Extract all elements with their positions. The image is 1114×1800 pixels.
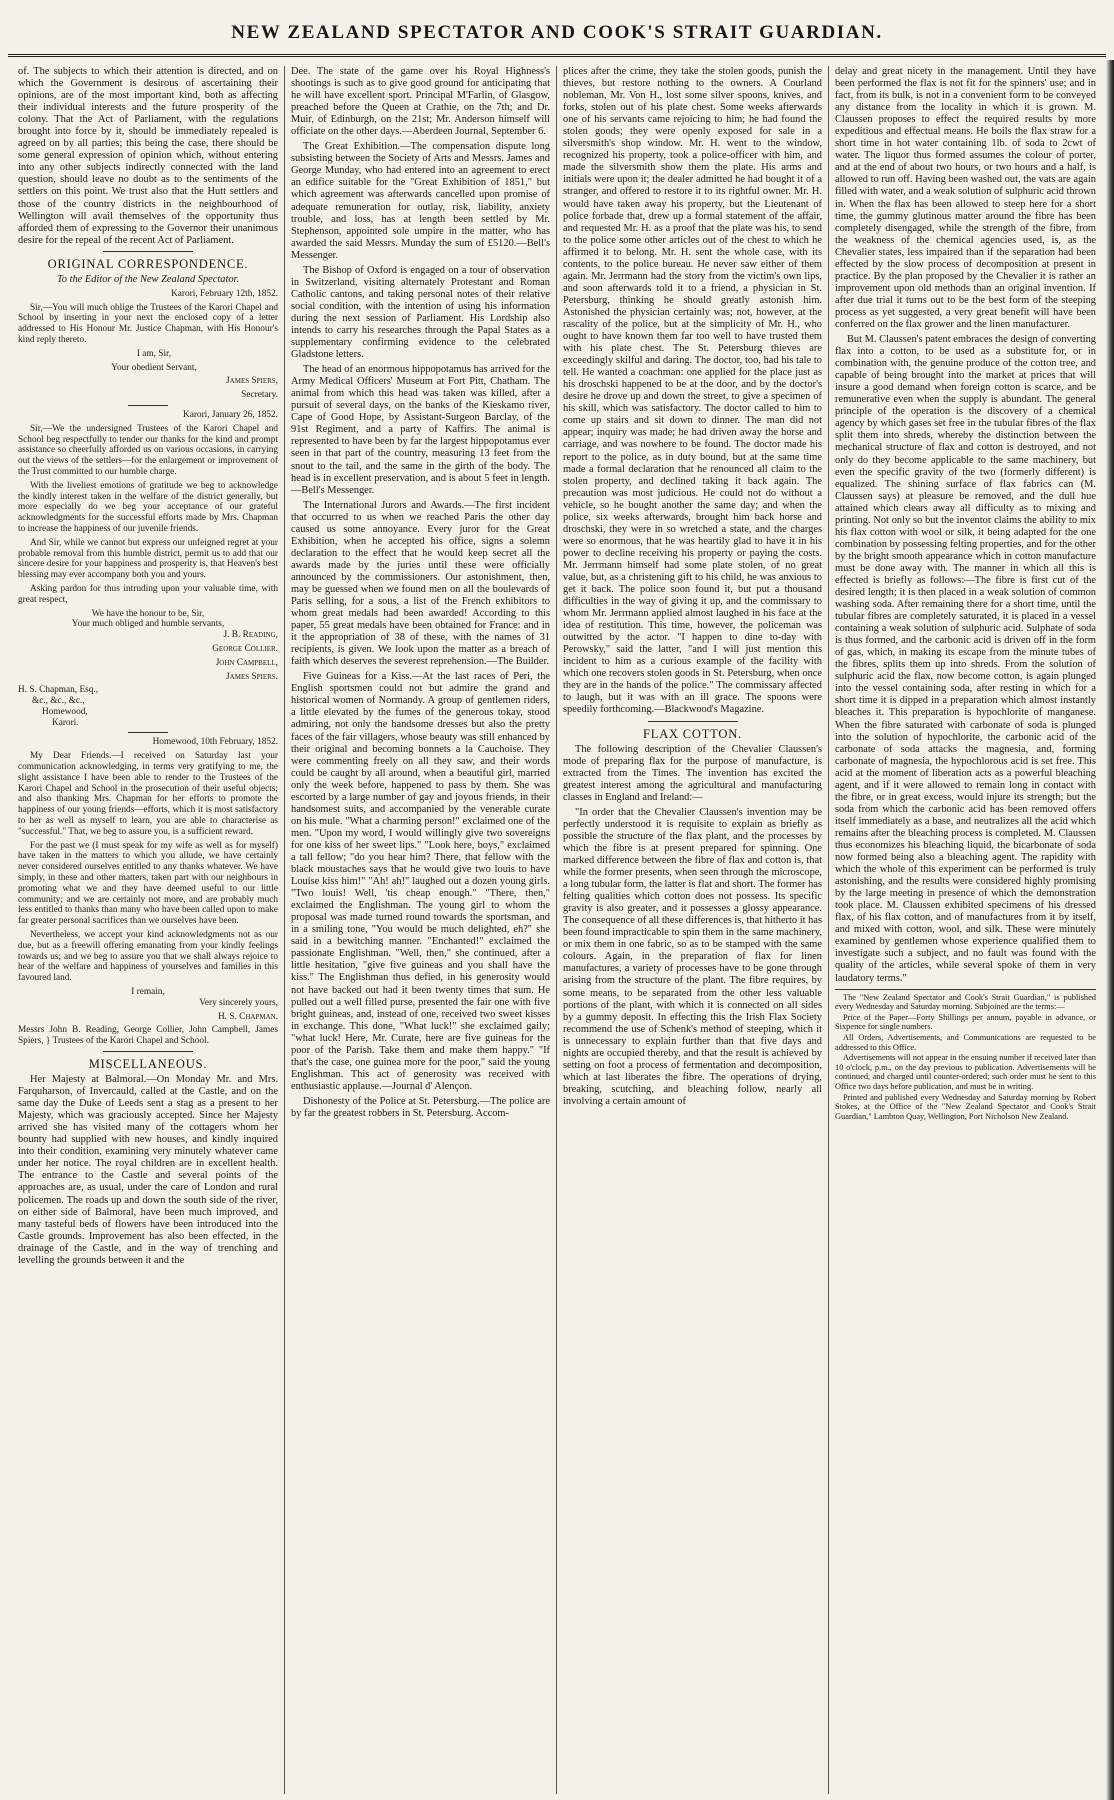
letter-closing: Very sincerely yours, [199,997,278,1008]
imprint-line: Advertisements will not appear in the ensuing number if received later than 10 o'clock, p.m., on the day previous to publication. Advertisements will be continued, and charged until counter-ordered; such order must be sent to this Office two days before publication, and must be in writing. [835,1053,1096,1091]
article-five-guineas: Five Guineas for a Kiss.—At the last races of Peri, the English sportsmen could not but admire the grand and historical women of Normandy. A group of gentlemen riders, a little elevated by the fumes of the generous tokay, stood admiring, not only the handsome dresses but also the pretty faces of the fair villagers, whose beauty was still enhanced by their original and becoming bonnets a la Cauchoise. They were commenting freely on all they saw, and their words could be caught by all around, when a beautiful girl, married only the week before, happened to pass by them. She was escorted by a large number of gay and joyous friends, in their handsomest suits, and accompanied by the venerable curate on his mule. "What a charming person!" exclaimed one of the men. "Upon my word, I would willingly give two sovereigns for one kiss of her sweet lips." "Look here, boys," exclaimed a tall fellow; "do you hear him? There, that fellow with the black moustaches says that he would give two louis to have Louise kiss him!" "Ah! ah!" laughed out a dozen young girls. "Two louis! Well, 'tis cheap enough." "There, then," exclaimed the Englishman. The young girl to whom the proposal was made turned round towards the sportsman, and in a smiling tone, "You would be much delighted, eh?" she said in a bewitching manner. "Enchanted!" exclaimed the passionate Englishman. "Well, then," she continued, after a little hesitation, "give five guineas and you shall have the kiss." The Englishman thus defied, in his generosity would not have backed out had it been twenty times that sum. He pulled out a well filled purse, presented the fair one with five bright guineas, and, instead of one, received two sweet kisses in exchange. This done, "What luck!" she exclaimed gaily; "what luck! Here, Mr. Curate, here are five guineas for the poor of the Parish. Take them and make them happy." "If that's the case, one guinea more for the poor," said the young Englishman. This act of generosity was received with enthusiastic applause.—Journal d' Alençon. [291,671,550,1092]
divider [103,251,193,252]
section-heading-flax-cotton: FLAX COTTON. [643,726,742,741]
letter-dateline: Karori, January 26, 1852. [182,409,278,420]
letter-addressee: Karori. [52,717,79,728]
letter-body: For the past we (I must speak for my wife as well as for myself) have taken in the matters to which you allude, we have certainly never considered ourselves entitled to any thanks whatever. We have simply, in these and other matters, taken part with our neighbours in promoting what we and they have deemed useful to our little community; and we are certainly not more, and are probably much less entitled to thanks than many who have been called upon to make far greater personal sacrifices than we ourselves have been. [18,840,278,927]
letter-signature-title: Secretary. [241,390,278,401]
article-bishop-oxford: The Bishop of Oxford is engaged on a tour of observation in Switzerland, visiting alternately Protestant and Roman Catholic cantons, and taking personal notes of their relative social condition, with the intention of using his information during the next session of Parliament. His Lordship also intends to carry his researches through the Papal States as a supplementary confirming evidence to the celebrated Gladstone letters. [291,264,550,361]
article-continued: delay and great nicety in the management. Until they have been performed the flax is not fit for the spinners' use; and in fact, from its bulk, is not in a convenient form to be conveyed any distance from the locality in which it is grown. M. Claussen proposes to effect the required results by more expeditious and effectual means. He boils the flax straw for a short time in hot water containing 1lb. of soda to 2cwt of water. The liquor thus formed assumes the colour of porter, and at the end of about two hours, or two hours and a half, is allowed to run off. Having been washed out, the vats are again filled with water, and a weak solution of sulphuric acid thrown in. When the flax has been allowed to steep here for a short time, the gummy glutinous matter around the fibre has been completely disengaged, while the strength of the fibre, from the weakness of the chemical agencies used, is, as the Chevalier states, less impaired than if the separation had been effected by the slow process of decomposition at present in practice. By the plan proposed by the Chevalier it is rather an improvement upon old methods than an original invention. If after due trial it turns out to be the best form of the steeping process as yet suggested, a very great benefit will have been conferred on the flax grower and the linen manufacturer. [835,66,1096,330]
letter-closing: Your obedient Servant, [111,362,197,373]
column-2 [284,66,556,1794]
imprint-line: Printed and published every Wednesday and Saturday morning by Robert Stokes, at the Office of the "New Zealand Spectator and Cook's Strait Guardian," Lambton Quay, Wellington, Port Nicholson New Zealand. [835,1092,1096,1121]
letter-body: My Dear Friends.—I received on Saturday last your communication acknowledging, in terms very gratifying to me, the slight assistance I have been able to render to the Trustees of the Karori Chapel and School in the prosecution of their useful objects; and also thanking Mrs. Chapman for her efforts to promote the happiness of our young friends—efforts, which it is most satisfactory to her as well as myself to learn, you are able to characterise as "successful." That, we beg to assure you, is a sufficient reward. [18,751,278,837]
masthead-rule [8,54,1106,57]
article-police-st-petersburg: Dishonesty of the Police at St. Petersburg.—The police are by far the greatest robbers in St. Petersburg. Accom- [291,1095,550,1119]
letter-addressee: Homewood, [42,706,88,717]
divider [128,732,168,733]
letter-dateline: Homewood, 10th February, 1852. [152,737,278,748]
letter-closing: Your much obliged and humble servants, [71,619,225,630]
letter-addressee: &c., &c., &c., [32,696,85,707]
letter-signature: J. B. Reading, [223,630,278,641]
letter-body: Sir,—You will much oblige the Trustees of the Karori Chapel and School by inserting in your next the enclosed copy of a letter addressed to His Honour Mr. Justice Chapman, with His Honour's kind reply thereto. [18,302,278,345]
letter-closing: We have the honour to be, Sir, [91,608,205,619]
article-flax-body: But M. Claussen's patent embraces the design of converting flax into a cotton, to be used as a substitute for, or in combination with, the genuine produce of the cotton tree, and capable of being brought into the market at prices that will insure a good demand when foreign cotton is scarce, and be remunerative even when the supply is abundant. The general principle of the operation is the discovery of a chemical agency by which gases set free in the tubular fibres of the flax split them into shreds, whereby the distinction between the mechanical structure of flax and cotton is destroyed, and not only do they become applicable to the same machinery, but even the specific gravity of the two (formerly different) is equalized. The shining surface of flax fabrics can (M. Claussen says) at pleasure be removed, and the dull hue attained which clears away all difficulty as to mixing and printing. Not only so but the inventor claims the ability to mix his flax cotton with wool or silk, it being adapted for the one combination by possessing felting properties, and for the other by the bright smooth appearance which in cotton manufacture must be done away with. The manner in which all this is effected is briefly as follows:—The fibre is first cut of the desired length; it is then placed in a weak solution of common washing soda. After remaining there for a short time, until the tubular fibres are completely saturated, it is placed in a vessel containing a weak solution of sulphuric acid. Sulphate of soda is thus formed, and the carbonic acid is driven off in the form of gas, which, in making its escape from the minute tubes of the fibres, splits them up into shreds. From the solution of sulphuric acid the flax, now become cotton, is again plunged into the vessel containing soda, after resting in which for a short time it is dipped in a preparation which almost instantly bleaches it. This preparation is hypochlorite of manganese. When the fibre saturated with carbonate of soda is plunged into the solution of hypochlorite, the carbonic acid of the carbonate of soda attacks the magnesia, and, forming carbonate of magnesia, the hypochlorous acid is set free. This acid at the moment of liberation acts as a powerful bleaching agent, and if it were allowed to remain long in contact with the fibre, or in great excess, would injure its strength; but the soda from which the carbonic acid has been removed offers itself immediately as a base, and neutralizes all the acid which remains after the bleaching process is completed. M. Claussen thus economizes his bleaching liquid, the bicarbonate of soda now formed being also a bleaching agent. The rapidity with which the whole of this experiment can be performed is truly astonishing, and the results were considered highly promising by the large meeting in presence of which the demonstration took place. M. Claussen exhibited specimens of his dressed flax, of his flax cotton, and of manufactures from it by itself, and mixed with cotton, wool, and silk. These were minutely examined by gentlemen whose experience qualified them to investigate such a subject, and no fault was found with the quality of the articles, while several spoke of them in very laudatory terms." [835,334,1096,984]
masthead [0,0,1114,46]
letter-body: Sir,—We the undersigned Trustees of the Karori Chapel and School beg respectfully to tender our thanks for the kind and prompt assistance so cheerfully afforded us on various occasions, in carrying out the views of the settlers—for the enlargement or improvement of the Trust committed to our humble charge. [18,423,278,477]
divider [128,405,168,406]
letter-signature: H. S. Chapman. [217,1011,278,1022]
divider [648,721,738,722]
column-4 [828,66,1102,1794]
letter-body: Nevertheless, we accept your kind acknowledgments not as our due, but as a freewill offering emanating from your kindly feelings towards us; and we beg to assure you that we shall always rejoice to hear of the welfare and happiness of yourselves and families in this favoured land. [18,930,278,984]
letter-signature: John Campbell, [215,657,278,668]
article-continued: of. The subjects to which their attention is directed, and on which the Government is desirous of ascertaining their opinions, are of the most important kind, both as affecting their individual interests and the future prosperity of the colony. That the Act of Parliament, with the regulations brought into force by it, should be immediately repealed is agreed on by all parties; this being the case, there should be some general expression of opinion which, without entering into any other subjects indirectly connected with the land question, should leave no doubt as to the sentiments of the settlers on this point. We trust also that the Hutt settlers and those of the country districts in the neighbourhood of Wellington will avail themselves of the opportunity thus afforded them of expressing to the Governor their unanimous desire for the repeal of the recent Act of Parliament. [18,66,278,246]
article-continued: plices after the crime, they take the stolen goods, punish the thieves, but restore nothing to the owners. A Courland nobleman, Mr. Von H., lost some silver spoons, knives, and forks, stolen out of his plate chest. Some weeks afterwards one of his servants came rejoicing to him; he had found the stolen goods; they were openly exposed for sale in a silversmith's shop window. Mr. H. went to the window, recognized his property, took a police-officer with him, and made the silversmith show them the plate. His arms and initials were upon it; the dealer admitted he had bought it of a stranger, and offered to restore it to its rightful owner. Mr. H. would have taken away his property, but the Lieutenant of police forbade that, drew up a formal statement of the affair, and requested Mr. H. as a proof that the plate was his, to send to the police some other articles out of the chest to which he affirmed it to belong. Mr. H. sent the whole case, with its contents, to the police bureau. He never saw either of them again. Mr. Jerrmann had the story from the victim's own lips, and soon afterwards told it to a friend, a physician in St. Petersburg, thinking he should greatly astonish him. Astonished the physician certainly was; not, however, at the rascality of the police, but at the simplicity of Mr. H., who ought to have known them far too well to have trusted them with his plate chest. The St. Petersburg thieves are exceedingly skilful and daring. The doctor, too, had his tale to tell. He wanted a coachman: one applied for the place just as his droschski happened to be at the door, and by the doctor's desire he drove up and down the street, to give a specimen of his skill, which was satisfactory. The doctor called to him to come up stairs and sit down to dinner. The man did not appear; inquiry was made; he had driven away the horse and carriage, and was nowhere to be found. The doctor made his report to the police, as in duty bound, but at the same time made a formal declaration that he renounced all claim to the stolen property, and declined taking it back again. The precaution was most judicious. He could not do without a vehicle, so he bought another the same day; and when the police, six weeks afterwards, brought him back horse and droschski, they were in so wretched a state, and the charges were so enormous, that he was heartily glad to have it in his power to decline receiving his property or paying the costs. Mr. Jerrmann himself had some plate stolen, of no great value, but, as a christening gift to his child, he was anxious to get it back. The police soon found it, but put a thousand difficulties in the way of giving it up, and the commissary to whom Mr. Jerrmann applied almost laughed in his face at the idea of restitution. This time, however, the policeman was outwitted by the actor. "I happen to dine to-day with Perowsky," said the latter, "and I will just mention this incident to him as a curious example of the facility with which one recovers stolen goods in St. Petersburg, when once they are in the hands of the police." The commissary affected to laugh, but it was with an ill grace. The spoons were speedily forthcoming.—Blackwood's Magazine. [563,66,822,716]
article-flax-body: "In order that the Chevalier Claussen's invention may be perfectly understood it is requisite to explain as briefly as possible the structure of the flax plant, and the processes by which the fibre is at present prepared for spinning. One marked difference between the fibre of flax and cotton is, that while the former presents, when seen through the microscope, a long tubular form, the latter is flat and short. The former has felting qualities which cotton does not possess. Its specific gravity is also greater, and it possesses a glossy appearance. The consequence of all these differences is, that hitherto it has been found impracticable to spin them in the same machinery, or mix them in one fabric, so as to be stamped with the same colours. Again, in the preparation of flax for linen manufactures, a variety of processes have to be gone through arising from the structure of the plant. The fibre requires, by some means, to be separated from the other less valuable portions of the plant, with which it is connected on all sides by a gummy deposit. In effecting this the Irish Flax Society recommend the use of Schenk's method of steeping, which it is unnecessary to explain further than that five days and nights are occupied thereby, and that the result is achieved by setting on foot a process of fermentation and decomposition, which at last liberates the fibre. The operations of drying, breaking, scutching, and bleaching follow, nearly all involving a certain amount of [563,806,822,1107]
article-great-exhibition: The Great Exhibition.—The compensation dispute long subsisting between the Society of Arts and Messrs. James and George Munday, who had entered into an agreement to erect an edifice suitable for the "Great Exhibition of 1851," but which agreement was afterwards cancelled upon promise of adequate remuneration for outlay, risk, liability, anxiety trouble, and loss, has at length been settled by Mr. Stephenson, appointed sole umpire in the matter, who has awarded the said Messrs. Munday the sum of £5120.—Bell's Messenger. [291,141,550,261]
imprint-line: Price of the Paper—Forty Shillings per annum, payable in advance, or Sixpence for single numbers. [835,1012,1096,1032]
letter-body: And Sir, while we cannot but express our unfeigned regret at your probable removal from this humble district, permit us to add that our sincere desire for your happiness and prosperity is, that Heaven's best blessing may ever accompany both you and yours. [18,537,278,581]
column-1 [12,66,284,1794]
imprint-line: The "New Zealand Spectator and Cook's Strait Guardian," is published every Wednesday and Saturday morning. Subjoined are the terms:— [835,992,1096,1012]
section-heading-miscellaneous: MISCELLANEOUS. [88,1057,208,1071]
divider [103,1051,193,1052]
letter-closing: I remain, [131,987,165,998]
letter-addressee: Messrs John B. Reading, George Collier, John Campbell, James Spiers, } Trustees of the Karori Chapel and School. [18,1025,278,1047]
page-edge-shadow [1106,60,1114,1800]
letter-signature: James Spiers, [226,376,278,387]
correspondence-address: To the Editor of the New Zealand Spectator. [56,273,240,285]
letter-closing: I am, Sir, [136,348,172,359]
column-3 [556,66,828,1794]
article-jurors-awards: The International Jurors and Awards.—The first incident that occurred to us when we reached Paris the other day caused us some annoyance. Every juror for the Great Exhibition, when he accepted his office, signs a solemn declaration to the effect that he would keep secret all the awards made by the juries until these were officially announced by the commissioners. Our astonishment, then, may be guessed when we found men on all the boulevards of Paris selling, for a sous, a list of the French exhibitors to whom great medals had been awarded! According to this paper, 55 great medals have been obtained for France: and in it the appropriation of 38 of these, with the names of 31 recipients, is given. We look upon the matter as a breach of faith which deserves the severest reprehension.—The Builder. [291,499,550,668]
letter-dateline: Karori, February 12th, 1852. [171,288,278,299]
letter-addressee: H. S. Chapman, Esq., [18,685,99,696]
section-heading-correspondence: ORIGINAL CORRESPONDENCE. [47,256,249,271]
article-continued: Dee. The state of the game over his Royal Highness's shootings is such as to give good ground for anticipating that he will have excellent sport. Principal M'Farlin, of Glasgow, preached before the Queen at Crathie, on the 7th; and Dr. Muir, of Edinburgh, on the 21st; Mr. Anderson himself will officiate on the other days.—Aberdeen Journal, September 6. [291,66,550,138]
article-balmoral: Her Majesty at Balmoral.—On Monday Mr. and Mrs. Farquharson, of Invercauld, called at the Castle, and on the same day the Duke of Leeds sent a stag as a present to her Majesty, which was graciously accepted. Since her Majesty arrived she has visited many of the cottagers whom her bounty had supplied with new houses, and kindly inquired into their condition, examining very minutely whatever came under her notice. The royal children are in excellent health. The entrance to the Castle and several points of the approaches are, as usual, under the care of London and rural policemen. The roads up and down the south side of the river, on either side of Balmoral, have been much improved, and many tasteful beds of flowers have been introduced into the Castle grounds. Improvement has also been effected, in the drainage of the Castle, and in the way of trenching and levelling the grounds between it and the [18,1074,278,1266]
letter-body: Asking pardon for thus intruding upon your valuable time, with great respect, [18,583,278,605]
letter-body: With the liveliest emotions of gratitude we beg to acknowledge the kindly interest taken in the welfare of the district generally, but more especially do we beg your acceptance of our grateful acknowledgments for the successful efforts made by Mrs. Chapman to increase the happiness of our juvenile friends. [18,480,278,534]
columns [12,66,1102,1796]
article-hippopotamus: The head of an enormous hippopotamus has arrived for the Army Medical Officers' Museum at Fort Pitt, Chatham. The animal from which this head was taken was killed, after a pursuit of several days, on the banks of the Kieskamo river, Cape of Good Hope, by Assistant-Surgeon Barclay, of the 91st Regiment, and a party of Kaffirs. The animal is represented to have been by far the largest hippopotamus ever seen in that part of the country, measuring 13 feet from the snout to the tail, and the same in the girth of the body. The head is in excellent preservation, and is about 5 feet in length.—Bell's Messenger. [291,364,550,496]
letter-signature: George Collier. [212,643,278,654]
letter-signature: James Spiers. [226,671,278,682]
article-flax-intro: The following description of the Chevalier Claussen's mode of preparing flax for the purpose of manufacture, is extracted from the Times. The invention has excited the greatest interest among the agricultural and manufacturing classes in England and Ireland:— [563,743,822,803]
publication-imprint [835,989,1096,1122]
newspaper-title: NEW ZEALAND SPECTATOR AND COOK'S STRAIT GUARDIAN. [231,22,883,43]
imprint-line: All Orders, Advertisements, and Communications are requested to be addressed to this Office. [835,1032,1096,1052]
